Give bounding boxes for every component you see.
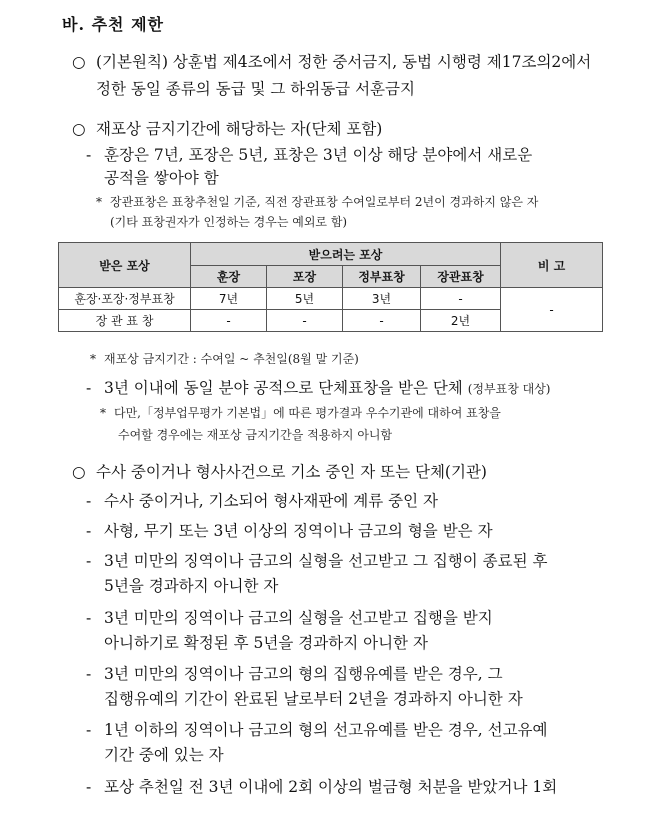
criminal-item-6-line-1: - 1년 이하의 징역이나 금고의 형의 선고유예를 받은 경우, 선고유예 xyxy=(86,721,548,739)
dash-bullet: - xyxy=(86,492,92,510)
subheader-minister-commendation: 장관표창 xyxy=(421,266,501,288)
reaward-note-1-line-2: (기타 표창권자가 인정하는 경우는 예외로 함) xyxy=(110,215,348,229)
header-award-to-receive: 받으려는 포상 xyxy=(191,243,501,266)
criminal-item-6-line-2: 기간 중에 있는 자 xyxy=(104,746,224,764)
principle-line-1: ○ (기본원칙) 상훈법 제4조에서 정한 중서금지, 동법 시행령 제17조의2에서 xyxy=(72,53,592,71)
table-cell: - xyxy=(267,310,343,332)
table-cell: - xyxy=(191,310,267,332)
criminal-item-4-line-2: 아니하기로 확정된 후 5년을 경과하지 아니한 자 xyxy=(104,634,428,652)
reaward-period-table xyxy=(58,242,603,332)
table-cell: 5년 xyxy=(267,288,343,310)
row-label: 장 관 표 창 xyxy=(59,310,191,332)
asterisk-icon: * xyxy=(90,352,96,366)
dash-bullet: - xyxy=(86,522,92,540)
exception-note-line-2: 수여할 경우에는 재포상 금지기간을 적용하지 아니함 xyxy=(118,428,393,442)
criminal-item-3-line-1: - 3년 미만의 징역이나 금고의 실형을 선고받고 그 집행이 종료된 후 xyxy=(86,552,548,570)
circle-bullet-icon: ○ xyxy=(72,463,86,481)
reaward-note-1-line-1: * 장관표창은 표창추천일 기준, 직전 장관표창 수여일로부터 2년이 경과하지 않은 자 xyxy=(96,195,539,209)
circle-bullet-icon: ○ xyxy=(72,120,86,138)
criminal-item-5-line-1: - 3년 미만의 징역이나 금고의 형의 집행유예를 받은 경우, 그 xyxy=(86,665,503,683)
dash-bullet: - xyxy=(86,146,92,164)
criminal-item-5-line-2: 집행유예의 기간이 완료된 날로부터 2년을 경과하지 아니한 자 xyxy=(104,690,523,708)
exception-note-line-1: * 다만,「정부업무평가 기본법」에 따른 평가결과 우수기관에 대하여 표창을 xyxy=(100,406,501,420)
circle-bullet-icon: ○ xyxy=(72,53,86,71)
header-note: 비 고 xyxy=(501,243,603,288)
dash-bullet: - xyxy=(86,721,92,739)
table-cell: 2년 xyxy=(421,310,501,332)
dash-bullet: - xyxy=(86,665,92,683)
header-received-award: 받은 포상 xyxy=(59,243,191,288)
row-label: 훈장·포장·정부표창 xyxy=(59,288,191,310)
reaward-item-1-line-2: 공적을 쌓아야 함 xyxy=(104,169,219,187)
table-cell: - xyxy=(421,288,501,310)
note-cell: - xyxy=(501,288,603,332)
dash-bullet: - xyxy=(86,609,92,627)
dash-bullet: - xyxy=(86,379,92,397)
table-row xyxy=(59,288,603,310)
section-heading: 바. 추천 제한 xyxy=(62,15,164,34)
table-cell: - xyxy=(343,310,421,332)
dash-bullet: - xyxy=(86,778,92,796)
table-cell: 3년 xyxy=(343,288,421,310)
asterisk-icon: * xyxy=(96,195,102,209)
reaward-period-note: * 재포상 금지기간 : 수여일 ~ 추천일(8월 말 기준) xyxy=(90,352,359,366)
criminal-item-7-line-1: - 포상 추천일 전 3년 이내에 2회 이상의 벌금형 처분을 받았거나 1회 xyxy=(86,778,558,796)
principle-line-2: 정한 동일 종류의 동급 및 그 하위동급 서훈금지 xyxy=(96,80,415,98)
criminal-item-1: - 수사 중이거나, 기소되어 형사재판에 계류 중인 자 xyxy=(86,492,438,510)
asterisk-icon: * xyxy=(100,406,106,420)
subheader-medal: 훈장 xyxy=(191,266,267,288)
group-award-item: - 3년 이내에 동일 분야 공적으로 단체표창을 받은 단체 (정부표창 대상) xyxy=(86,379,551,397)
subheader-badge: 포장 xyxy=(267,266,343,288)
subheader-gov-commendation: 정부표창 xyxy=(343,266,421,288)
criminal-item-3-line-2: 5년을 경과하지 아니한 자 xyxy=(104,577,279,595)
reaward-item-1-line-1: - 훈장은 7년, 포장은 5년, 표창은 3년 이상 해당 분야에서 새로운 xyxy=(86,146,533,164)
table-cell: 7년 xyxy=(191,288,267,310)
dash-bullet: - xyxy=(86,552,92,570)
reaward-title: ○ 재포상 금지기간에 해당하는 자(단체 포함) xyxy=(72,120,383,138)
criminal-item-4-line-1: - 3년 미만의 징역이나 금고의 실형을 선고받고 집행을 받지 xyxy=(86,609,493,627)
criminal-item-2: - 사형, 무기 또는 3년 이상의 징역이나 금고의 형을 받은 자 xyxy=(86,522,493,540)
criminal-title: ○ 수사 중이거나 형사사건으로 기소 중인 자 또는 단체(기관) xyxy=(72,463,487,481)
